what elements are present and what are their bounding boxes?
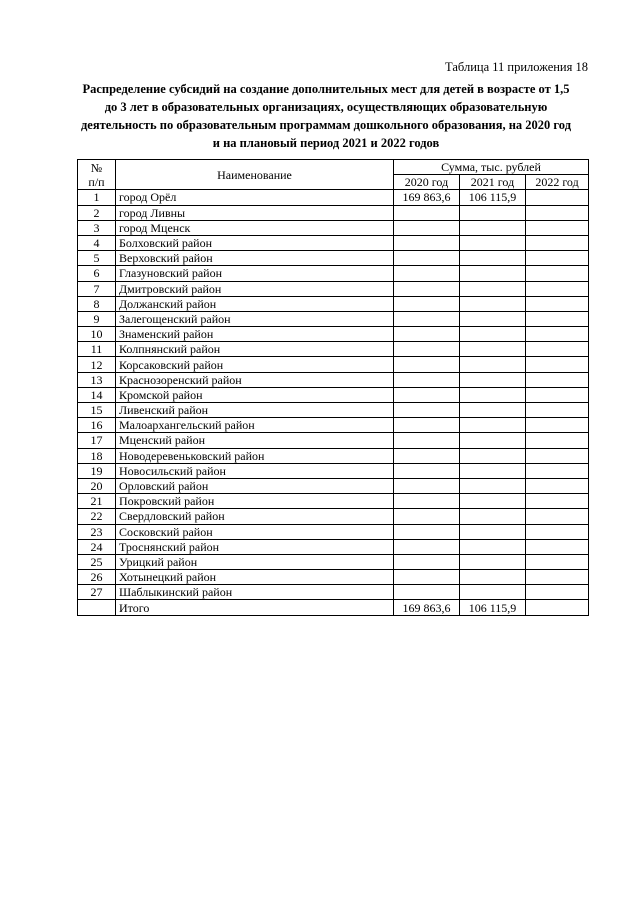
row-value-2021 bbox=[460, 539, 526, 554]
row-number: 22 bbox=[78, 509, 116, 524]
header-year-2021: 2021 год bbox=[460, 175, 526, 190]
row-value-2020 bbox=[394, 448, 460, 463]
table-row bbox=[78, 281, 589, 296]
row-name: Ливенский район bbox=[116, 403, 394, 418]
row-value-2021: 106 115,9 bbox=[460, 190, 526, 205]
table-row bbox=[78, 403, 589, 418]
row-number: 10 bbox=[78, 327, 116, 342]
total-label: Итого bbox=[116, 600, 394, 615]
row-value-2021 bbox=[460, 327, 526, 342]
row-number: 12 bbox=[78, 357, 116, 372]
row-value-2022 bbox=[526, 524, 589, 539]
row-number: 2 bbox=[78, 205, 116, 220]
table-body bbox=[78, 190, 589, 600]
row-name: Сосковский район bbox=[116, 524, 394, 539]
row-name: Глазуновский район bbox=[116, 266, 394, 281]
table-row bbox=[78, 509, 589, 524]
row-value-2022 bbox=[526, 235, 589, 250]
row-value-2021 bbox=[460, 205, 526, 220]
table-row bbox=[78, 570, 589, 585]
row-value-2020 bbox=[394, 327, 460, 342]
row-value-2021 bbox=[460, 296, 526, 311]
row-value-2021 bbox=[460, 220, 526, 235]
row-number: 6 bbox=[78, 266, 116, 281]
row-number: 1 bbox=[78, 190, 116, 205]
row-value-2022 bbox=[526, 478, 589, 493]
row-value-2020 bbox=[394, 266, 460, 281]
row-value-2020 bbox=[394, 235, 460, 250]
table-row bbox=[78, 433, 589, 448]
header-number-line2: п/п bbox=[88, 174, 105, 189]
row-value-2022 bbox=[526, 327, 589, 342]
row-value-2022 bbox=[526, 509, 589, 524]
title-line: Распределение субсидий на создание дополнительных мест для детей в возрасте от 1,5 bbox=[82, 82, 570, 96]
row-value-2021 bbox=[460, 433, 526, 448]
row-name: Троснянский район bbox=[116, 539, 394, 554]
row-value-2022 bbox=[526, 372, 589, 387]
row-name: Урицкий район bbox=[116, 554, 394, 569]
row-value-2020 bbox=[394, 539, 460, 554]
row-value-2020 bbox=[394, 205, 460, 220]
row-number: 14 bbox=[78, 387, 116, 402]
document-title bbox=[60, 80, 592, 152]
row-name: Краснозоренский район bbox=[116, 372, 394, 387]
row-name: город Ливны bbox=[116, 205, 394, 220]
row-value-2020 bbox=[394, 342, 460, 357]
row-name: Новосильский район bbox=[116, 463, 394, 478]
row-name: Должанский район bbox=[116, 296, 394, 311]
row-number: 9 bbox=[78, 311, 116, 326]
row-number: 20 bbox=[78, 478, 116, 493]
row-value-2022 bbox=[526, 585, 589, 600]
row-value-2021 bbox=[460, 357, 526, 372]
row-number: 24 bbox=[78, 539, 116, 554]
row-name: Верховский район bbox=[116, 251, 394, 266]
row-value-2022 bbox=[526, 387, 589, 402]
row-value-2020: 169 863,6 bbox=[394, 190, 460, 205]
table-row bbox=[78, 418, 589, 433]
table-row bbox=[78, 220, 589, 235]
row-value-2022 bbox=[526, 418, 589, 433]
row-value-2021 bbox=[460, 554, 526, 569]
row-number: 5 bbox=[78, 251, 116, 266]
row-name: Шаблыкинский район bbox=[116, 585, 394, 600]
row-value-2020 bbox=[394, 387, 460, 402]
table-row bbox=[78, 494, 589, 509]
total-2020: 169 863,6 bbox=[394, 600, 460, 615]
row-value-2021 bbox=[460, 311, 526, 326]
row-value-2020 bbox=[394, 281, 460, 296]
row-value-2021 bbox=[460, 585, 526, 600]
row-value-2020 bbox=[394, 570, 460, 585]
row-number: 17 bbox=[78, 433, 116, 448]
row-value-2021 bbox=[460, 478, 526, 493]
row-value-2021 bbox=[460, 463, 526, 478]
row-name: город Мценск bbox=[116, 220, 394, 235]
table-row bbox=[78, 266, 589, 281]
table-row bbox=[78, 311, 589, 326]
row-number: 7 bbox=[78, 281, 116, 296]
table-row bbox=[78, 357, 589, 372]
header-number bbox=[78, 160, 116, 190]
table-row bbox=[78, 478, 589, 493]
table-row bbox=[78, 251, 589, 266]
row-number: 4 bbox=[78, 235, 116, 250]
title-line: и на плановый период 2021 и 2022 годов bbox=[212, 136, 440, 150]
row-number: 18 bbox=[78, 448, 116, 463]
row-number: 11 bbox=[78, 342, 116, 357]
row-value-2020 bbox=[394, 524, 460, 539]
row-name: Орловский район bbox=[116, 478, 394, 493]
row-name: Залегощенский район bbox=[116, 311, 394, 326]
table-row bbox=[78, 235, 589, 250]
row-value-2020 bbox=[394, 372, 460, 387]
row-name: Мценский район bbox=[116, 433, 394, 448]
row-number: 21 bbox=[78, 494, 116, 509]
row-value-2020 bbox=[394, 494, 460, 509]
table-row bbox=[78, 539, 589, 554]
row-value-2021 bbox=[460, 372, 526, 387]
row-value-2020 bbox=[394, 418, 460, 433]
row-value-2021 bbox=[460, 342, 526, 357]
row-value-2020 bbox=[394, 251, 460, 266]
row-value-2020 bbox=[394, 357, 460, 372]
row-value-2021 bbox=[460, 266, 526, 281]
row-number: 27 bbox=[78, 585, 116, 600]
row-number: 26 bbox=[78, 570, 116, 585]
row-value-2020 bbox=[394, 311, 460, 326]
total-2022 bbox=[526, 600, 589, 615]
row-value-2021 bbox=[460, 251, 526, 266]
table-reference: Таблица 11 приложения 18 bbox=[445, 60, 588, 74]
row-value-2020 bbox=[394, 509, 460, 524]
row-value-2021 bbox=[460, 494, 526, 509]
row-value-2020 bbox=[394, 296, 460, 311]
row-name: Дмитровский район bbox=[116, 281, 394, 296]
header-year-2020: 2020 год bbox=[394, 175, 460, 190]
row-number: 19 bbox=[78, 463, 116, 478]
table-row bbox=[78, 585, 589, 600]
row-value-2021 bbox=[460, 509, 526, 524]
row-value-2021 bbox=[460, 448, 526, 463]
table-row bbox=[78, 463, 589, 478]
row-value-2022 bbox=[526, 266, 589, 281]
row-number: 15 bbox=[78, 403, 116, 418]
header-sum: Сумма, тыс. рублей bbox=[394, 160, 589, 175]
header-number-line1: № bbox=[90, 160, 103, 175]
subsidy-distribution-table bbox=[77, 159, 589, 616]
total-row bbox=[78, 600, 589, 615]
row-name: Свердловский район bbox=[116, 509, 394, 524]
row-value-2022 bbox=[526, 554, 589, 569]
table-row bbox=[78, 387, 589, 402]
row-value-2022 bbox=[526, 205, 589, 220]
row-value-2021 bbox=[460, 570, 526, 585]
row-name: Покровский район bbox=[116, 494, 394, 509]
table-row bbox=[78, 448, 589, 463]
row-value-2021 bbox=[460, 524, 526, 539]
row-name: Кромской район bbox=[116, 387, 394, 402]
row-value-2022 bbox=[526, 357, 589, 372]
total-number-cell bbox=[78, 600, 116, 615]
header-name: Наименование bbox=[116, 160, 394, 190]
total-2021: 106 115,9 bbox=[460, 600, 526, 615]
row-value-2022 bbox=[526, 494, 589, 509]
row-number: 13 bbox=[78, 372, 116, 387]
row-name: Колпнянский район bbox=[116, 342, 394, 357]
row-value-2022 bbox=[526, 539, 589, 554]
table-row bbox=[78, 524, 589, 539]
row-number: 23 bbox=[78, 524, 116, 539]
row-value-2020 bbox=[394, 220, 460, 235]
row-name: Корсаковский район bbox=[116, 357, 394, 372]
row-number: 25 bbox=[78, 554, 116, 569]
row-value-2022 bbox=[526, 251, 589, 266]
row-value-2020 bbox=[394, 554, 460, 569]
title-line: деятельность по образовательным программам дошкольного образования, на 2020 год bbox=[80, 118, 572, 132]
row-value-2022 bbox=[526, 433, 589, 448]
row-value-2022 bbox=[526, 448, 589, 463]
row-name: город Орёл bbox=[116, 190, 394, 205]
row-value-2020 bbox=[394, 585, 460, 600]
row-value-2022 bbox=[526, 220, 589, 235]
row-value-2021 bbox=[460, 403, 526, 418]
row-value-2021 bbox=[460, 281, 526, 296]
row-value-2022 bbox=[526, 403, 589, 418]
row-value-2022 bbox=[526, 342, 589, 357]
row-value-2020 bbox=[394, 433, 460, 448]
header-year-2022: 2022 год bbox=[526, 175, 589, 190]
table-row bbox=[78, 554, 589, 569]
table-row bbox=[78, 190, 589, 205]
table-row bbox=[78, 205, 589, 220]
row-value-2021 bbox=[460, 387, 526, 402]
row-value-2020 bbox=[394, 463, 460, 478]
row-value-2021 bbox=[460, 418, 526, 433]
row-number: 16 bbox=[78, 418, 116, 433]
table-row bbox=[78, 296, 589, 311]
row-value-2022 bbox=[526, 296, 589, 311]
row-name: Болховский район bbox=[116, 235, 394, 250]
table-row bbox=[78, 342, 589, 357]
row-number: 8 bbox=[78, 296, 116, 311]
row-name: Знаменский район bbox=[116, 327, 394, 342]
row-name: Новодеревеньковский район bbox=[116, 448, 394, 463]
row-value-2021 bbox=[460, 235, 526, 250]
table-row bbox=[78, 327, 589, 342]
row-value-2022 bbox=[526, 463, 589, 478]
row-value-2022 bbox=[526, 281, 589, 296]
row-name: Хотынецкий район bbox=[116, 570, 394, 585]
row-number: 3 bbox=[78, 220, 116, 235]
row-value-2020 bbox=[394, 478, 460, 493]
row-value-2022 bbox=[526, 311, 589, 326]
table-row bbox=[78, 372, 589, 387]
row-value-2020 bbox=[394, 403, 460, 418]
row-name: Малоархангельский район bbox=[116, 418, 394, 433]
row-value-2022 bbox=[526, 570, 589, 585]
row-value-2022 bbox=[526, 190, 589, 205]
title-line: до 3 лет в образовательных организациях, осуществляющих образовательную bbox=[104, 100, 548, 114]
